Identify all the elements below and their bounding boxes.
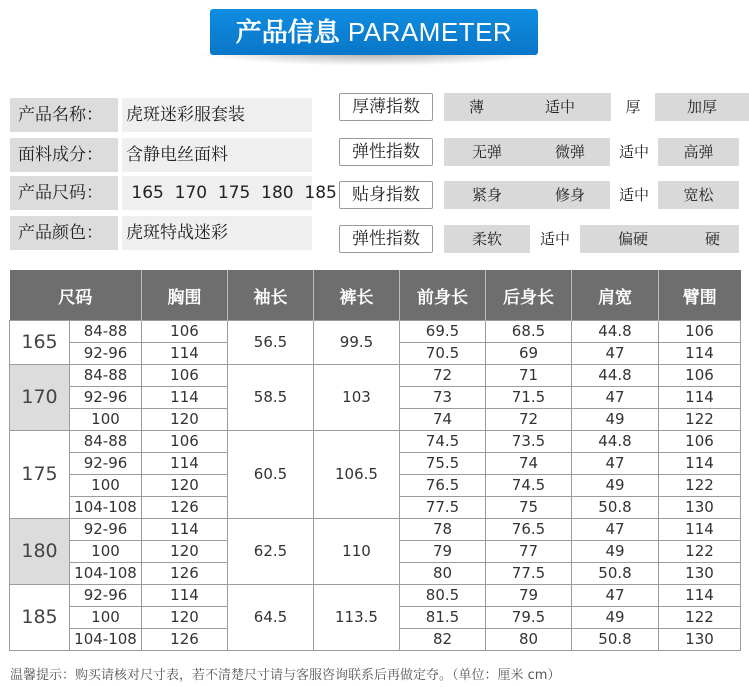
cell-sleeve: 64.5 — [228, 585, 314, 651]
cell-front-length: 72 — [400, 365, 486, 387]
cell-pants: 113.5 — [314, 585, 400, 651]
cell-shoulder: 47 — [572, 585, 659, 607]
info-value: 含静电丝面料 — [122, 138, 312, 172]
info-label: 产品尺码： — [10, 176, 118, 210]
cell-shoulder: 49 — [572, 409, 659, 431]
cell-chest: 106 — [142, 365, 228, 387]
cell-height: 100 — [70, 409, 142, 431]
cell-back-length: 68.5 — [486, 321, 572, 343]
index-option: 无弹 — [444, 138, 530, 166]
index-row-thickness — [339, 93, 739, 121]
index-option: 加厚 — [655, 93, 749, 121]
info-value: 虎斑迷彩服套装 — [122, 98, 312, 132]
size-table — [9, 270, 741, 651]
table-row — [10, 365, 741, 387]
index-row-softness — [339, 225, 739, 253]
table-row — [10, 585, 741, 607]
info-label: 面料成分： — [10, 138, 118, 172]
cell-back-length: 74 — [486, 453, 572, 475]
index-label: 贴身指数 — [339, 181, 433, 209]
footer-note: 温馨提示：购买请核对尺寸表，若不清楚尺寸请与客服咨询联系后再做定夺。（单位：厘米 cm） — [10, 668, 561, 683]
index-label: 弹性指数 — [339, 225, 433, 253]
index-label: 厚薄指数 — [339, 93, 433, 121]
cell-sleeve: 62.5 — [228, 519, 314, 585]
table-row — [10, 321, 741, 343]
cell-chest: 120 — [142, 541, 228, 563]
cell-back-length: 69 — [486, 343, 572, 365]
cell-chest: 114 — [142, 519, 228, 541]
title-en: PARAMETER — [347, 17, 513, 47]
cell-arm: 106 — [659, 321, 741, 343]
cell-shoulder: 47 — [572, 519, 659, 541]
table-header-row — [10, 270, 741, 321]
cell-back-length: 77.5 — [486, 563, 572, 585]
cell-front-length: 77.5 — [400, 497, 486, 519]
cell-front-length: 79 — [400, 541, 486, 563]
cell-chest: 126 — [142, 629, 228, 651]
cell-back-length: 74.5 — [486, 475, 572, 497]
cell-height: 92-96 — [70, 387, 142, 409]
info-value: 虎斑特战迷彩 — [122, 216, 312, 250]
cell-back-length: 71 — [486, 365, 572, 387]
page-title — [210, 9, 538, 55]
cell-front-length: 78 — [400, 519, 486, 541]
cell-shoulder: 49 — [572, 607, 659, 629]
index-option: 紧身 — [444, 181, 530, 209]
cell-chest: 114 — [142, 453, 228, 475]
index-option-selected: 适中 — [618, 186, 649, 204]
cell-shoulder: 47 — [572, 453, 659, 475]
cell-height: 92-96 — [70, 585, 142, 607]
cell-shoulder: 49 — [572, 541, 659, 563]
cell-arm: 122 — [659, 541, 741, 563]
cell-size: 165 — [10, 321, 70, 365]
cell-chest: 120 — [142, 475, 228, 497]
info-row-fabric — [10, 138, 310, 172]
cell-back-length: 72 — [486, 409, 572, 431]
cell-back-length: 73.5 — [486, 431, 572, 453]
cell-height: 92-96 — [70, 519, 142, 541]
header-chest: 胸围 — [142, 270, 228, 321]
cell-shoulder: 44.8 — [572, 321, 659, 343]
cell-chest: 106 — [142, 321, 228, 343]
cell-back-length: 76.5 — [486, 519, 572, 541]
cell-pants: 103 — [314, 365, 400, 431]
cell-chest: 106 — [142, 431, 228, 453]
cell-height: 104-108 — [70, 497, 142, 519]
cell-front-length: 82 — [400, 629, 486, 651]
cell-pants: 106.5 — [314, 431, 400, 519]
cell-sleeve: 60.5 — [228, 431, 314, 519]
header-shoulder: 肩宽 — [572, 270, 659, 321]
cell-shoulder: 49 — [572, 475, 659, 497]
cell-size: 180 — [10, 519, 70, 585]
index-option-selected: 适中 — [618, 143, 649, 161]
header-back-length: 后身长 — [486, 270, 572, 321]
cell-arm: 130 — [659, 629, 741, 651]
cell-pants: 99.5 — [314, 321, 400, 365]
cell-chest: 120 — [142, 409, 228, 431]
cell-height: 84-88 — [70, 321, 142, 343]
cell-pants: 110 — [314, 519, 400, 585]
info-label: 产品名称： — [10, 98, 118, 132]
info-row-sizes — [10, 176, 337, 210]
cell-arm: 122 — [659, 607, 741, 629]
cell-chest: 114 — [142, 387, 228, 409]
cell-back-length: 79 — [486, 585, 572, 607]
info-row-color — [10, 216, 310, 250]
header-pants: 裤长 — [314, 270, 400, 321]
index-option: 修身 — [530, 181, 610, 209]
title-cn: 产品信息 — [235, 18, 340, 48]
cell-chest: 114 — [142, 585, 228, 607]
cell-front-length: 76.5 — [400, 475, 486, 497]
index-option: 薄 — [444, 93, 509, 121]
info-label: 产品颜色： — [10, 216, 118, 250]
cell-size: 175 — [10, 431, 70, 519]
cell-chest: 114 — [142, 343, 228, 365]
index-option-selected: 厚 — [625, 98, 641, 116]
cell-size: 185 — [10, 585, 70, 651]
cell-sleeve: 58.5 — [228, 365, 314, 431]
cell-arm: 114 — [659, 343, 741, 365]
table-row — [10, 431, 741, 453]
index-option: 硬 — [686, 225, 739, 253]
cell-arm: 114 — [659, 519, 741, 541]
index-option: 偏硬 — [580, 225, 686, 253]
cell-height: 84-88 — [70, 365, 142, 387]
size-table-body — [10, 321, 741, 651]
cell-sleeve: 56.5 — [228, 321, 314, 365]
cell-arm: 114 — [659, 387, 741, 409]
info-row-name — [10, 98, 310, 132]
cell-front-length: 74.5 — [400, 431, 486, 453]
cell-front-length: 73 — [400, 387, 486, 409]
title-banner — [210, 9, 538, 55]
cell-arm: 122 — [659, 475, 741, 497]
cell-arm: 114 — [659, 453, 741, 475]
cell-height: 92-96 — [70, 343, 142, 365]
index-option: 柔软 — [444, 225, 530, 253]
cell-shoulder: 50.8 — [572, 497, 659, 519]
header-size: 尺码 — [10, 270, 142, 321]
cell-front-length: 80.5 — [400, 585, 486, 607]
cell-shoulder: 50.8 — [572, 629, 659, 651]
cell-front-length: 74 — [400, 409, 486, 431]
cell-height: 100 — [70, 475, 142, 497]
cell-front-length: 80 — [400, 563, 486, 585]
index-label: 弹性指数 — [339, 138, 433, 166]
index-option: 高弹 — [658, 138, 739, 166]
cell-shoulder: 44.8 — [572, 365, 659, 387]
header-front-length: 前身长 — [400, 270, 486, 321]
info-value: 165 170 175 180 185 — [122, 176, 312, 210]
cell-front-length: 69.5 — [400, 321, 486, 343]
cell-front-length: 70.5 — [400, 343, 486, 365]
cell-height: 104-108 — [70, 563, 142, 585]
index-option: 微弹 — [530, 138, 610, 166]
cell-back-length: 80 — [486, 629, 572, 651]
cell-front-length: 75.5 — [400, 453, 486, 475]
index-option: 适中 — [509, 93, 611, 121]
cell-shoulder: 44.8 — [572, 431, 659, 453]
cell-arm: 130 — [659, 563, 741, 585]
cell-front-length: 81.5 — [400, 607, 486, 629]
cell-shoulder: 47 — [572, 387, 659, 409]
header-arm: 臂围 — [659, 270, 741, 321]
cell-chest: 126 — [142, 497, 228, 519]
cell-shoulder: 50.8 — [572, 563, 659, 585]
cell-height: 92-96 — [70, 453, 142, 475]
cell-shoulder: 47 — [572, 343, 659, 365]
cell-arm: 106 — [659, 365, 741, 387]
cell-back-length: 71.5 — [486, 387, 572, 409]
cell-back-length: 77 — [486, 541, 572, 563]
cell-arm: 106 — [659, 431, 741, 453]
cell-chest: 126 — [142, 563, 228, 585]
cell-back-length: 75 — [486, 497, 572, 519]
index-row-fit — [339, 181, 739, 209]
cell-arm: 114 — [659, 585, 741, 607]
cell-height: 100 — [70, 607, 142, 629]
header-sleeve: 袖长 — [228, 270, 314, 321]
index-row-elasticity — [339, 138, 739, 166]
cell-arm: 130 — [659, 497, 741, 519]
cell-height: 100 — [70, 541, 142, 563]
index-option-selected: 适中 — [539, 230, 570, 248]
table-row — [10, 519, 741, 541]
cell-arm: 122 — [659, 409, 741, 431]
cell-height: 104-108 — [70, 629, 142, 651]
cell-size: 170 — [10, 365, 70, 431]
index-option: 宽松 — [658, 181, 739, 209]
cell-chest: 120 — [142, 607, 228, 629]
cell-back-length: 79.5 — [486, 607, 572, 629]
cell-height: 84-88 — [70, 431, 142, 453]
